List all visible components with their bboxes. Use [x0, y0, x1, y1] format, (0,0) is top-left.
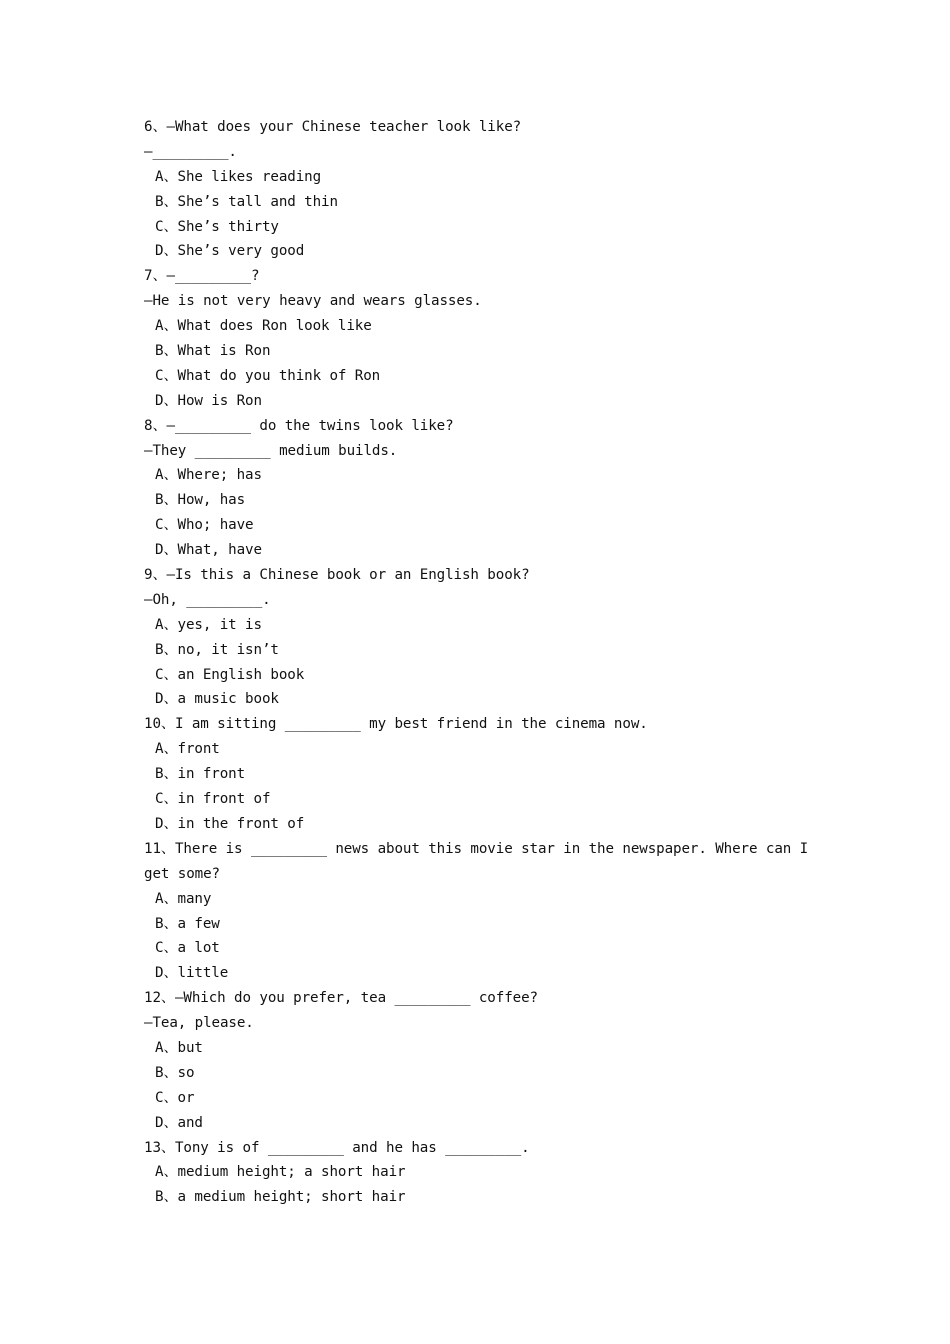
option-d: D、little	[155, 965, 229, 982]
question-stem: —Tea, please.	[144, 1015, 254, 1032]
question-stem: 8、—_________ do the twins look like?	[144, 417, 454, 434]
option-c: C、She’s thirty	[155, 218, 279, 235]
worksheet-page	[144, 115, 814, 1210]
question-10	[144, 712, 814, 836]
option-c: C、an English book	[155, 666, 305, 683]
option-a: A、What does Ron look like	[155, 318, 372, 335]
option-a: A、many	[155, 890, 212, 907]
option-c: C、in front of	[155, 791, 271, 808]
question-7	[144, 264, 814, 413]
option-b: B、What is Ron	[155, 343, 271, 360]
question-stem: —They _________ medium builds.	[144, 442, 398, 459]
question-stem: 12、—Which do you prefer, tea _________ coffee?	[144, 990, 538, 1007]
question-stem: —He is not very heavy and wears glasses.	[144, 293, 482, 310]
question-11	[144, 837, 814, 986]
question-stem: 6、—What does your Chinese teacher look like?	[144, 119, 522, 135]
question-stem: —_________.	[144, 143, 237, 160]
question-stem: get some?	[144, 865, 220, 882]
question-13	[144, 1136, 814, 1211]
question-12	[144, 986, 814, 1135]
option-b: B、She’s tall and thin	[155, 193, 338, 210]
option-b: B、in front	[155, 766, 246, 783]
option-d: D、She’s very good	[155, 243, 305, 260]
option-c: C、a lot	[155, 940, 220, 957]
option-a: A、but	[155, 1039, 203, 1056]
question-stem: —Oh, _________.	[144, 591, 271, 608]
option-a: A、She likes reading	[155, 168, 322, 185]
question-stem: 11、There is _________ news about this movie star in the newspaper. Where can I	[144, 840, 809, 857]
option-d: D、What, have	[155, 542, 262, 559]
option-d: D、in the front of	[155, 815, 305, 832]
question-6	[144, 115, 814, 264]
option-b: B、a few	[155, 915, 220, 932]
question-stem: 7、—_________?	[144, 268, 260, 285]
option-d: D、a music book	[155, 691, 279, 708]
option-d: D、and	[155, 1114, 203, 1131]
option-b: B、so	[155, 1064, 195, 1081]
question-stem: 9、—Is this a Chinese book or an English book?	[144, 567, 530, 584]
question-9	[144, 563, 814, 712]
question-8	[144, 414, 814, 563]
option-a: A、medium height; a short hair	[155, 1164, 406, 1181]
option-c: C、or	[155, 1089, 195, 1106]
option-c: C、What do you think of Ron	[155, 367, 381, 384]
option-b: B、How, has	[155, 492, 246, 509]
option-a: A、Where; has	[155, 467, 262, 484]
question-stem: 13、Tony is of _________ and he has _________.	[144, 1139, 530, 1156]
option-c: C、Who; have	[155, 517, 254, 534]
question-stem: 10、I am sitting _________ my best friend in the cinema now.	[144, 716, 648, 733]
option-b: B、no, it isn’t	[155, 641, 279, 658]
option-b: B、a medium height; short hair	[155, 1189, 406, 1206]
option-d: D、How is Ron	[155, 392, 262, 409]
option-a: A、front	[155, 741, 220, 758]
option-a: A、yes, it is	[155, 616, 262, 633]
